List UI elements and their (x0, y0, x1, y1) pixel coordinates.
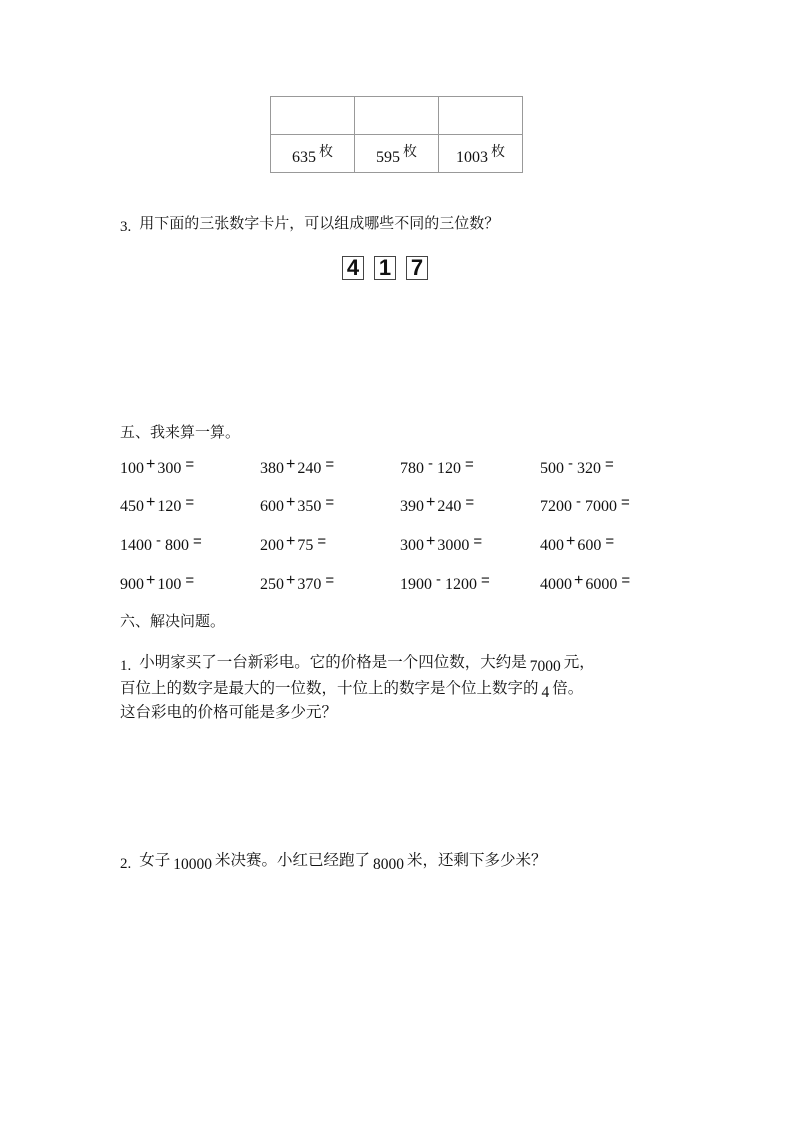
minus-sign: - (576, 493, 581, 510)
stamp-count-cell: 1003 枚 (439, 135, 523, 173)
problem-1-line-2: 百位上的数字是最大的一位数，十位上的数字是个位上数字的 4 倍。 (120, 679, 584, 701)
problem-1-line-1: 1. 小明家买了一台新彩电。它的价格是一个四位数，大约是 7000 元， (120, 653, 595, 675)
equals-sign: = (605, 456, 614, 473)
operand: 120 (437, 460, 461, 477)
calculation-item (260, 572, 335, 594)
calculation-item (120, 456, 195, 478)
problem-2: 2. 女子 10000 米决赛。小红已经跑了 8000 米，还剩下多少米？ (120, 851, 547, 873)
calculation-item (260, 494, 335, 516)
calculation-item (540, 455, 614, 478)
calculation-item (120, 494, 195, 516)
stamp-image-cell (355, 97, 439, 135)
equals-sign: = (621, 572, 631, 589)
operand: 800 (165, 537, 189, 554)
operand: 380 (260, 460, 284, 477)
operand: 370 (297, 576, 322, 593)
operand: 1900 (400, 576, 432, 593)
digit-card: 4 (342, 256, 364, 280)
operand: 120 (157, 498, 182, 515)
stamp-count-cell: 595 枚 (355, 135, 439, 173)
digit-card: 7 (406, 256, 428, 280)
plus-sign: + (566, 533, 576, 550)
plus-sign: + (426, 533, 436, 550)
operand: 1400 (120, 537, 152, 554)
equals-sign: = (325, 494, 335, 511)
operand: 300 (400, 537, 424, 554)
operand: 7200 (540, 498, 572, 515)
minus-sign: - (568, 455, 573, 472)
equals-sign: = (185, 494, 195, 511)
operand: 6000 (585, 576, 618, 593)
calculation-item (540, 493, 630, 516)
operand: 4000 (540, 576, 572, 593)
operand: 7000 (585, 498, 617, 515)
question-3 (120, 212, 499, 233)
equals-sign: = (185, 456, 195, 473)
question-number: 3. (120, 219, 132, 235)
stamp-count-cell: 635 枚 (271, 135, 355, 173)
plus-sign: + (286, 572, 296, 589)
equals-sign: = (325, 456, 335, 473)
operand: 450 (120, 498, 144, 515)
problem-1-line-3: 这台彩电的价格可能是多少元？ (120, 703, 338, 721)
stamps-image-row (271, 97, 523, 135)
equals-sign: = (325, 572, 335, 589)
operand: 240 (437, 498, 462, 515)
operand: 780 (400, 460, 424, 477)
operand: 100 (157, 576, 182, 593)
operand: 3000 (437, 537, 470, 554)
calculation-item (540, 533, 615, 555)
stamps-table (270, 96, 523, 173)
stamps-value-row (271, 135, 523, 173)
plus-sign: + (146, 572, 156, 589)
calculation-item (120, 532, 202, 555)
plus-sign: + (286, 533, 296, 550)
equals-sign: = (185, 572, 195, 589)
minus-sign: - (156, 532, 161, 549)
equals-sign: = (465, 456, 474, 473)
calculation-item (260, 456, 335, 478)
section-5-title: 五、我来算一算。 (120, 423, 241, 441)
digit-card: 1 (374, 256, 396, 280)
stamp-image-cell (439, 97, 523, 135)
problem-number: 2. (120, 856, 132, 872)
minus-sign: - (436, 571, 441, 588)
operand: 350 (297, 498, 322, 515)
operand: 240 (297, 460, 322, 477)
equals-sign: = (193, 533, 202, 550)
equals-sign: = (605, 533, 615, 550)
calculation-item (400, 455, 474, 478)
problem-number: 1. (120, 658, 132, 674)
operand: 400 (540, 537, 564, 554)
operand: 600 (260, 498, 284, 515)
calculation-item (400, 494, 475, 516)
digit-cards (342, 256, 428, 280)
operand: 75 (297, 537, 314, 554)
equals-sign: = (473, 533, 483, 550)
plus-sign: + (574, 572, 584, 589)
operand: 100 (120, 460, 144, 477)
operand: 250 (260, 576, 284, 593)
equals-sign: = (317, 533, 327, 550)
calculation-item (540, 572, 631, 594)
operand: 900 (120, 576, 144, 593)
operand: 1200 (445, 576, 477, 593)
plus-sign: + (146, 456, 156, 473)
calculation-item (260, 533, 327, 555)
equals-sign: = (465, 494, 475, 511)
plus-sign: + (426, 494, 436, 511)
operand: 600 (577, 537, 602, 554)
operand: 320 (577, 460, 601, 477)
calculation-item (400, 533, 483, 555)
plus-sign: + (286, 494, 296, 511)
stamp-image-cell (271, 97, 355, 135)
section-6-title: 六、解决问题。 (120, 612, 226, 630)
operand: 500 (540, 460, 564, 477)
plus-sign: + (286, 456, 296, 473)
operand: 200 (260, 537, 284, 554)
operand: 390 (400, 498, 424, 515)
operand: 300 (157, 460, 182, 477)
minus-sign: - (428, 455, 433, 472)
equals-sign: = (621, 494, 630, 511)
plus-sign: + (146, 494, 156, 511)
calculation-item (400, 571, 490, 594)
question-text: 用下面的三张数字卡片，可以组成哪些不同的三位数？ (139, 214, 500, 232)
calculation-item (120, 572, 195, 594)
equals-sign: = (481, 572, 490, 589)
